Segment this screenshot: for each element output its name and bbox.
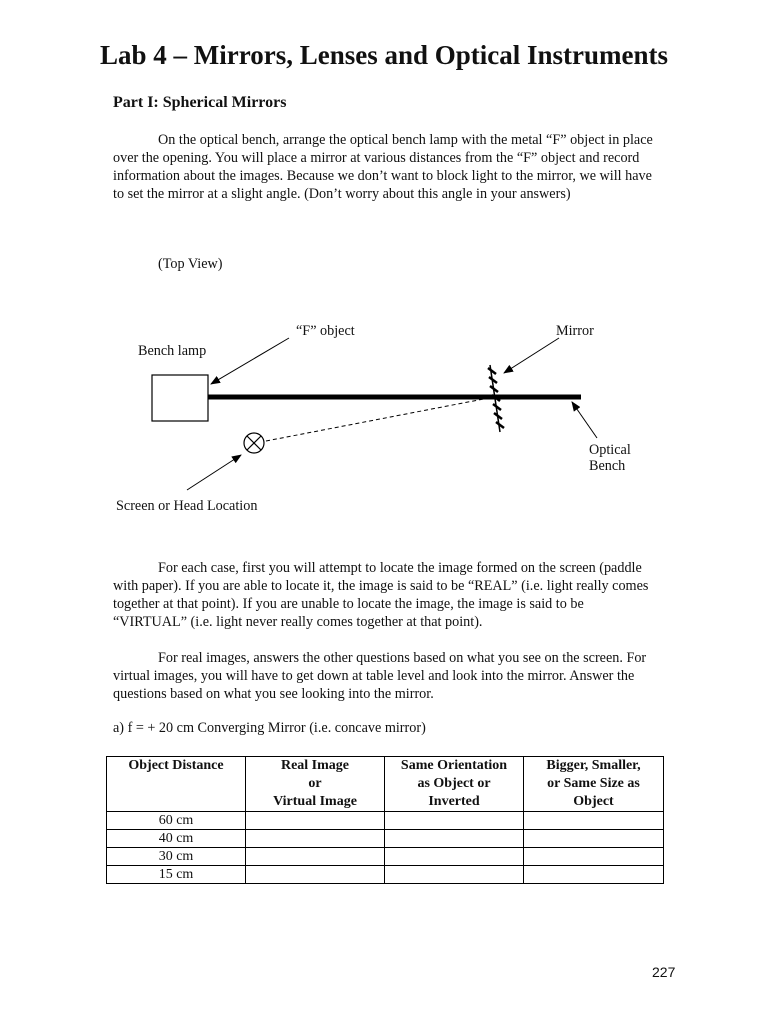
header-real-virtual: Real Image or Virtual Image [246, 757, 385, 812]
table-cell[interactable] [524, 812, 664, 830]
mirror-data-table [106, 756, 664, 884]
paragraph-instructions [113, 649, 658, 703]
paragraph-real-virtual-text: For each case, first you will attempt to locate the image formed on the screen (paddle with paper). If you are able to locate it, the image is said to be “REAL” (i.e. light really comes together at that point). If you are unable to locate the image, the image is said to be “VIRTUAL” (i.e. light never really comes together at that point). [113, 560, 649, 630]
screen-arrow [187, 455, 241, 490]
light-path-dashed [266, 397, 494, 441]
mirror-label: Mirror [556, 323, 594, 339]
optical-bench-arrow [572, 402, 597, 438]
table-cell: 40 cm [107, 830, 246, 848]
bench-lamp-box [152, 375, 208, 421]
screen-location-icon [244, 433, 264, 453]
table-cell[interactable] [246, 848, 385, 866]
intro-paragraph [113, 131, 658, 203]
table-cell[interactable] [385, 830, 524, 848]
table-cell[interactable] [246, 812, 385, 830]
table-row [107, 830, 664, 848]
top-view-label: (Top View) [158, 256, 223, 272]
table-cell[interactable] [246, 866, 385, 884]
table-cell[interactable] [524, 848, 664, 866]
table-cell[interactable] [385, 866, 524, 884]
optical-bench-label-line2: Bench [589, 458, 626, 474]
table-cell[interactable] [524, 866, 664, 884]
table-cell: 30 cm [107, 848, 246, 866]
header-object-distance: Object Distance [107, 757, 246, 812]
header-orientation: Same Orientation as Object or Inverted [385, 757, 524, 812]
table-cell[interactable] [246, 830, 385, 848]
section-heading: Part I: Spherical Mirrors [113, 94, 287, 111]
paragraph-real-virtual [113, 559, 658, 631]
table-header-row [107, 757, 664, 812]
screen-location-label: Screen or Head Location [116, 498, 258, 514]
paragraph-instructions-text: For real images, answers the other questions based on what you see on the screen. For virtual images, you will have to get down at table level and look into the mirror. Answer the questions based on what you see looking into the mirror. [113, 650, 647, 702]
header-size: Bigger, Smaller, or Same Size as Object [524, 757, 664, 812]
table-cell[interactable] [385, 812, 524, 830]
table-row [107, 812, 664, 830]
table-cell[interactable] [385, 848, 524, 866]
table-cell[interactable] [524, 830, 664, 848]
table-cell: 15 cm [107, 866, 246, 884]
optical-bench-diagram [0, 300, 768, 530]
optical-bench-label-line1: Optical [589, 442, 631, 458]
page-number: 227 [652, 964, 676, 980]
mirror-arrow [504, 338, 559, 373]
question-a: a) f = + 20 cm Converging Mirror (i.e. concave mirror) [113, 720, 426, 736]
f-object-label: “F” object [296, 323, 355, 339]
table-row [107, 866, 664, 884]
bench-lamp-label: Bench lamp [138, 343, 207, 359]
table-cell: 60 cm [107, 812, 246, 830]
table-row [107, 848, 664, 866]
intro-paragraph-text: On the optical bench, arrange the optical bench lamp with the metal “F” object in place over the opening. You will place a mirror at various distances from the “F” object and record information about the images. Because we don’t want to block light to the mirror, we will have to set the mirror at a slight angle. (Don’t worry about this angle in your answers) [113, 132, 653, 202]
f-object-arrow [211, 338, 289, 384]
page-title: Lab 4 – Mirrors, Lenses and Optical Instruments [99, 40, 669, 70]
